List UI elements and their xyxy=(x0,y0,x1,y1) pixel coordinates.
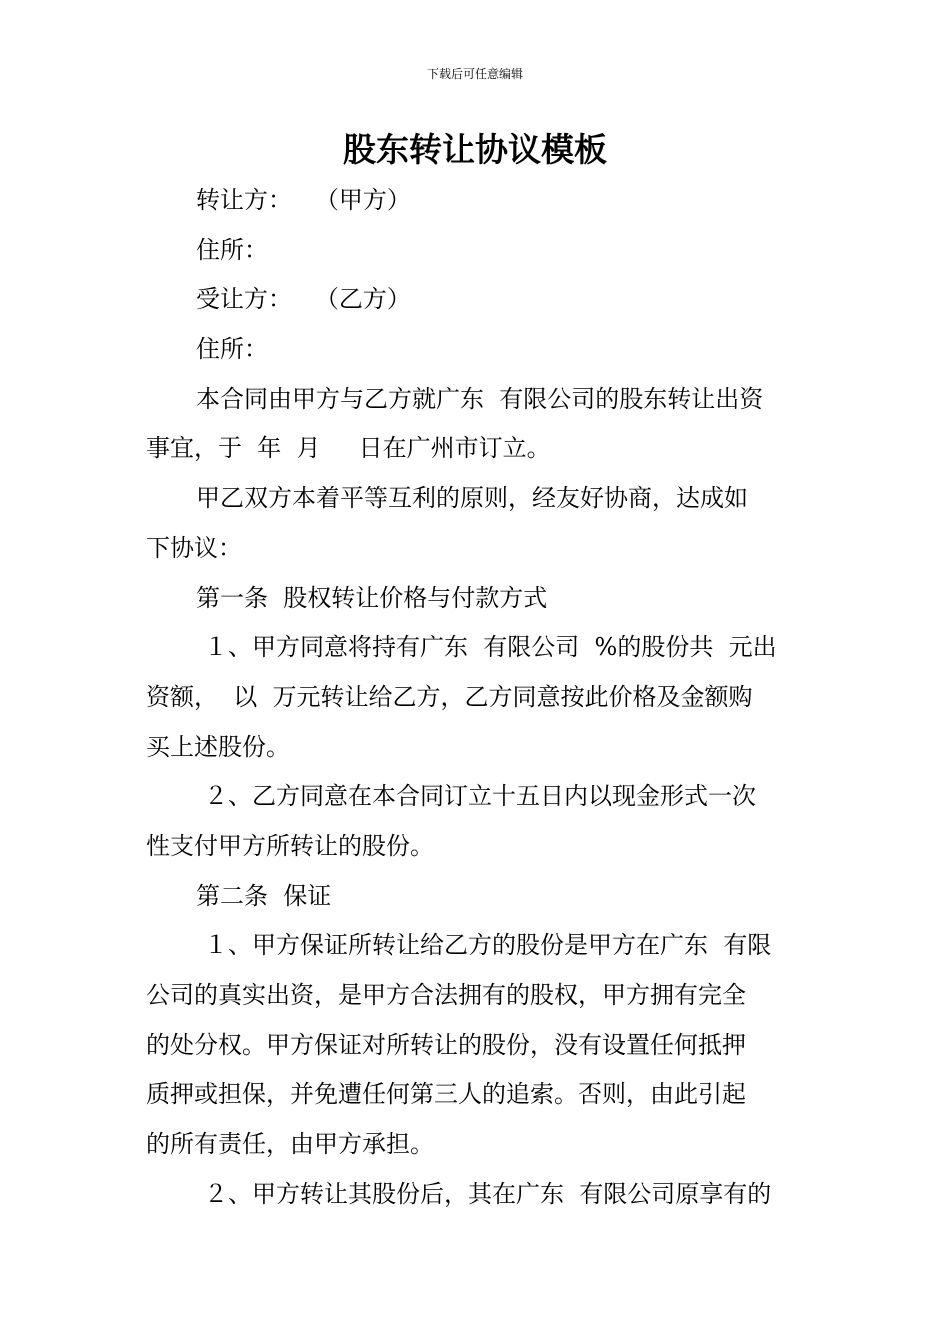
document-body xyxy=(146,176,808,1219)
paragraph-line: 本合同由甲方与乙方就广东 有限公司的股东转让出资 xyxy=(196,384,764,413)
paragraph-line: 下协议： xyxy=(146,533,242,562)
article-heading: 第二条 保证 xyxy=(196,881,332,910)
document-title: 股东转让协议模板 xyxy=(343,130,607,169)
paragraph-line: １、甲方同意将持有广东 有限公司 %的股份共 元出 xyxy=(204,633,777,662)
article-heading: 第一条 股权转让价格与付款方式 xyxy=(196,583,548,612)
paragraph-line: 甲乙双方本着平等互利的原则，经友好协商，达成如 xyxy=(196,484,748,513)
header-note: 下载后可任意编辑 xyxy=(426,67,523,81)
paragraph-line: 质押或担保，并免遭任何第三人的追索。否则，由此引起 xyxy=(146,1080,746,1109)
transferor-line: 转让方： （甲方） xyxy=(196,186,411,214)
paragraph-line: ２、甲方转让其股份后，其在广东 有限公司原享有的 xyxy=(204,1179,772,1208)
transferor-address-line: 住所： xyxy=(196,235,268,264)
paragraph-line: １、甲方保证所转让给乙方的股份是甲方在广东 有限 xyxy=(204,931,772,960)
paragraph-line: 的处分权。甲方保证对所转让的股份，没有设置任何抵押 xyxy=(146,1030,746,1059)
transferee-line: 受让方： （乙方） xyxy=(196,285,411,314)
paragraph-line: 公司的真实出资，是甲方合法拥有的股权，甲方拥有完全 xyxy=(146,981,746,1009)
paragraph-line: 性支付甲方所转让的股份。 xyxy=(146,831,434,860)
paragraph-line: 资额， 以 万元转让给乙方，乙方同意按此价格及金额购 xyxy=(146,682,753,711)
paragraph-line: 的所有责任，由甲方承担。 xyxy=(146,1130,434,1159)
transferee-address-line: 住所： xyxy=(196,335,268,364)
paragraph-line: 买上述股份。 xyxy=(146,732,290,761)
paragraph-line: ２、乙方同意在本合同订立十五日内以现金形式一次 xyxy=(204,782,756,811)
paragraph-line: 事宜，于 年 月 日在广州市订立。 xyxy=(146,434,551,463)
